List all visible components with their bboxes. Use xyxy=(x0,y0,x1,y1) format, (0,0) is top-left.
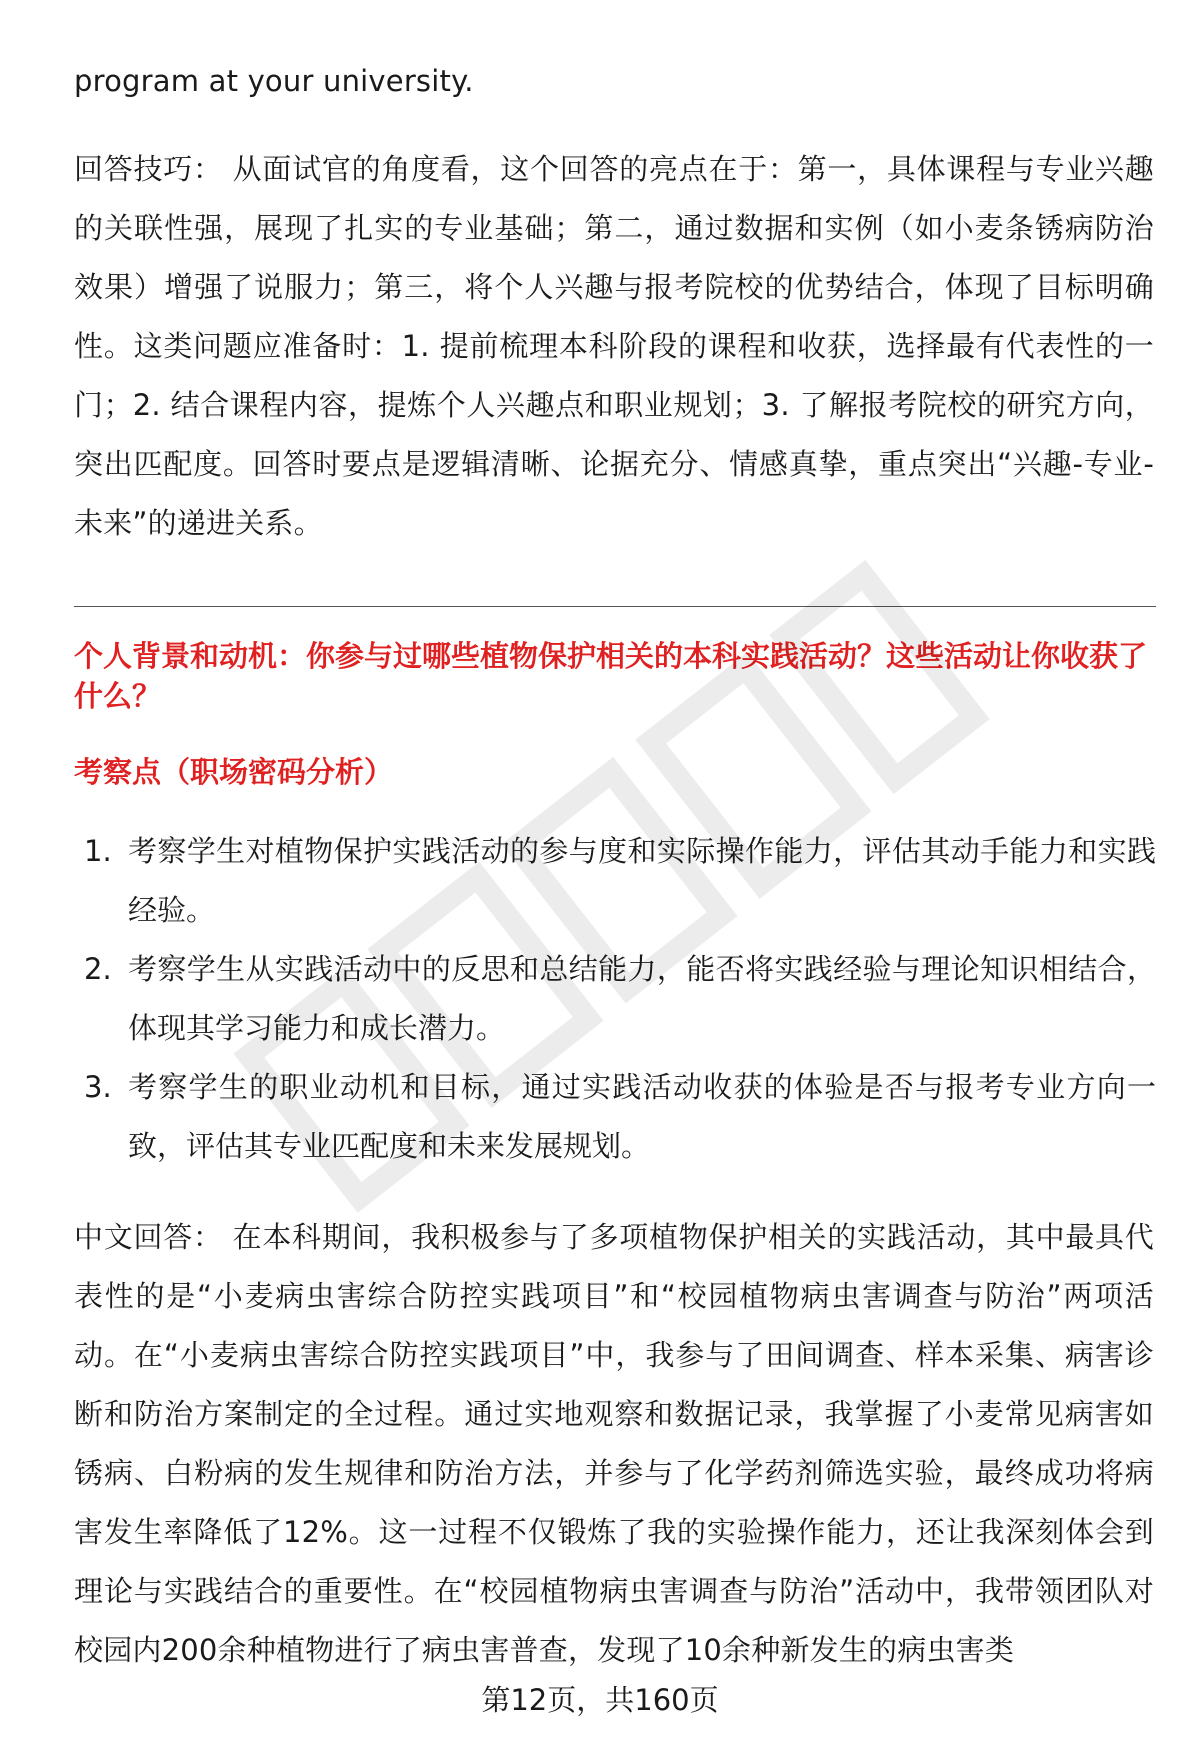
list-item-number: 2. xyxy=(84,952,112,986)
tips-body: 从面试官的角度看，这个回答的亮点在于：第一，具体课程与专业兴趣的关联性强，展现了扎实的专业基础；第二，通过数据和实例（如小麦条锈病防治效果）增强了说服力；第三，将个人兴趣与报考院校的优势结合，体现了目标明确性。这类问题应准备时：1. 提前梳理本科阶段的课程和收获，选择最有代表性的一门；2. 结合课程内容，提炼个人兴趣点和职业规划；3. 了解报考院校的研究方向，突出匹配度。回答时要点是逻辑清晰、论据充分、情感真挚，重点突出“兴趣-专业-未来”的递进关系。 xyxy=(74,152,1154,540)
list-item xyxy=(74,940,1156,1058)
assessment-points-list xyxy=(74,822,1156,1176)
tips-label: 回答技巧： xyxy=(74,152,223,186)
assessment-points-heading: 考察点（职场密码分析） xyxy=(74,755,394,789)
page-number-footer: 第12页，共160页 xyxy=(481,1683,719,1717)
list-item-number: 1. xyxy=(84,834,112,868)
section-divider xyxy=(74,606,1156,607)
list-item xyxy=(74,822,1156,940)
answer-body: 在本科期间，我积极参与了多项植物保护相关的实践活动，其中最具代表性的是“小麦病虫害综合防控实践项目”和“校园植物病虫害调查与防治”两项活动。在“小麦病虫害综合防控实践项目”中，我参与了田间调查、样本采集、病害诊断和防治方案制定的全过程。通过实地观察和数据记录，我掌握了小麦常见病害如锈病、白粉病的发生规律和防治方法，并参与了化学药剂筛选实验，最终成功将病害发生率降低了12%。这一过程不仅锻炼了我的实验操作能力，还让我深刻体会到理论与实践结合的重要性。在“校园植物病虫害调查与防治”活动中，我带领团队对校园内200余种植物进行了病虫害普查，发现了10余种新发生的病虫害类 xyxy=(74,1220,1154,1667)
question-title: 个人背景和动机：你参与过哪些植物保护相关的本科实践活动？这些活动让你收获了什么？ xyxy=(74,639,1148,713)
tips-paragraph xyxy=(74,140,1154,553)
answer-label: 中文回答： xyxy=(74,1220,223,1254)
list-item-text: 考察学生从实践活动中的反思和总结能力，能否将实践经验与理论知识相结合，体现其学习能力和成长潜力。 xyxy=(128,952,1156,1045)
continued-text: program at your university. xyxy=(74,64,474,98)
answer-paragraph xyxy=(74,1208,1154,1680)
list-item-number: 3. xyxy=(84,1070,112,1104)
list-item-text: 考察学生的职业动机和目标，通过实践活动收获的体验是否与报考专业方向一致，评估其专业匹配度和未来发展规划。 xyxy=(128,1070,1156,1163)
list-item xyxy=(74,1058,1156,1176)
list-item-text: 考察学生对植物保护实践活动的参与度和实际操作能力，评估其动手能力和实践经验。 xyxy=(128,834,1156,927)
